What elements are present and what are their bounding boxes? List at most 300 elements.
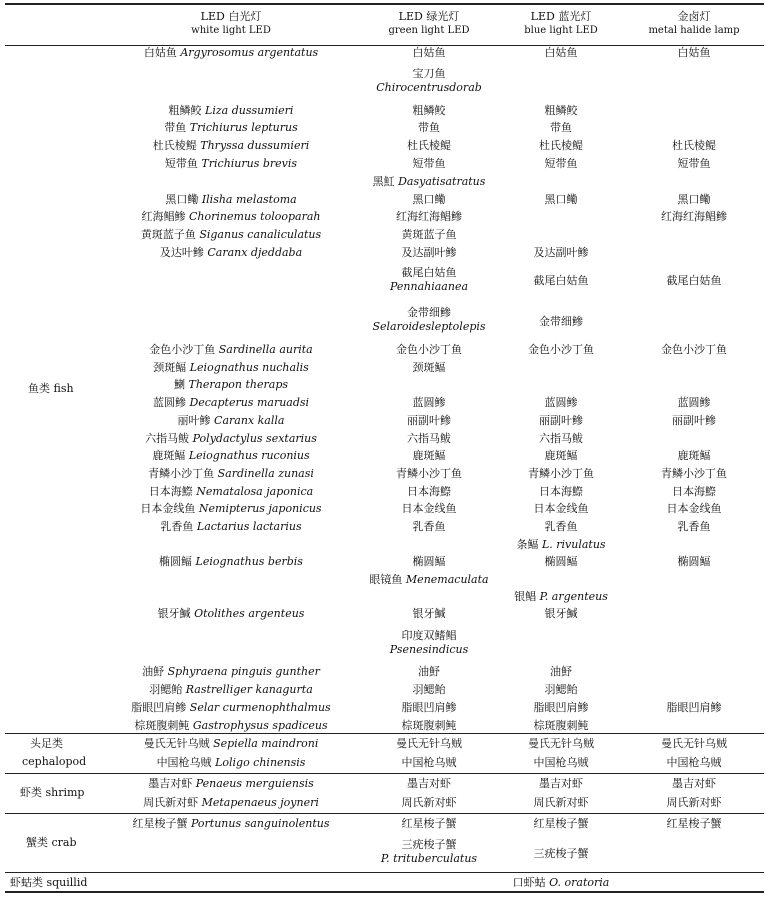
species-scientific-name: Lactarius lactarius	[196, 520, 302, 533]
species-common-name: 银牙鰔	[412, 607, 446, 620]
species-common-name: 曼氏无针乌贼	[396, 737, 462, 750]
species-common-name: 白姑鱼	[143, 46, 177, 59]
species-common-name: 鹿斑鲾	[677, 449, 711, 462]
species-common-name: 日本海鰶	[407, 485, 451, 498]
blue-species-entry	[514, 590, 608, 604]
species-common-name: 油魣	[550, 665, 572, 678]
species-common-name: 口虾蛄	[512, 876, 546, 889]
species-common-name: 粗鳞鲛	[412, 104, 446, 117]
white-species-entry	[178, 414, 285, 428]
category-cephalopod-en: cephalopod	[22, 755, 87, 768]
species-common-name: 白姑鱼	[412, 46, 446, 59]
blue-species-entry	[545, 683, 578, 697]
blue-species-entry	[534, 796, 589, 810]
green-species-entry	[413, 683, 446, 697]
metal-species-entry	[672, 139, 716, 153]
green-species-entry	[390, 266, 468, 294]
white-species-entry	[145, 432, 317, 446]
species-common-name: 丽副叶鲹	[672, 414, 716, 427]
header-metal-halide	[648, 10, 739, 38]
cephalopod-bottom-rule	[5, 773, 764, 774]
category-cephalopod-zh: 头足类	[30, 737, 63, 750]
blue-species-entry	[545, 104, 578, 118]
species-common-name: 金色小沙丁鱼	[149, 343, 216, 356]
bottom-rule	[5, 891, 764, 893]
green-species-entry	[413, 46, 446, 60]
green-species-entry	[396, 343, 462, 357]
metal-species-entry	[678, 193, 711, 207]
species-scientific-name: Thryssa dussumieri	[200, 139, 310, 152]
green-species-entry	[413, 104, 446, 118]
blue-species-entry	[545, 396, 578, 410]
white-species-entry	[153, 139, 309, 153]
white-species-entry	[157, 756, 306, 770]
species-scientific-name: Caranx djeddaba	[207, 246, 303, 259]
species-common-name: 曼氏无针乌贼	[143, 737, 210, 750]
species-common-name: 羽鳃鲐	[412, 683, 446, 696]
species-common-name: 红海红海鲳鲹	[396, 210, 462, 223]
species-scientific-name: Selar curmenophthalmus	[189, 701, 331, 714]
species-common-name: 中国枪乌贼	[156, 756, 212, 769]
species-common-name: 青鳞小沙丁鱼	[396, 467, 462, 480]
species-common-name: 丽叶鲹	[177, 414, 211, 427]
blue-species-entry	[534, 756, 589, 770]
white-species-entry	[158, 607, 305, 621]
fish-bottom-rule	[5, 733, 764, 734]
blue-species-entry	[516, 538, 605, 552]
metal-species-entry	[672, 414, 716, 428]
species-common-name: 杜氏棱鳀	[539, 139, 583, 152]
header-metal-en: metal halide lamp	[648, 25, 740, 36]
blue-species-entry	[539, 414, 583, 428]
species-common-name: 银牙鰔	[544, 607, 578, 620]
green-species-entry	[373, 175, 486, 189]
species-scientific-name: Ilisha melastoma	[201, 193, 297, 206]
species-common-name: 六指马鲅	[539, 432, 583, 445]
blue-species-entry	[513, 876, 610, 890]
species-scientific-name: Siganus canaliculatus	[199, 228, 322, 241]
metal-species-entry	[661, 467, 727, 481]
species-common-name: 金带细鲹	[407, 306, 451, 319]
header-white-en: white light LED	[191, 25, 271, 36]
white-species-entry	[164, 121, 298, 135]
blue-species-entry	[534, 701, 589, 715]
blue-species-entry	[534, 246, 589, 260]
green-species-entry	[407, 777, 451, 791]
species-scientific-name: Dasyatisatratus	[398, 175, 486, 188]
blue-species-entry	[545, 157, 578, 171]
green-species-entry	[402, 246, 457, 260]
species-common-name: 油魣	[418, 665, 440, 678]
blue-species-entry	[550, 121, 572, 135]
species-common-name: 乳香鱼	[677, 520, 711, 533]
species-common-name: 墨吉对虾	[148, 777, 193, 790]
green-species-entry	[381, 838, 477, 866]
white-species-entry	[143, 796, 319, 810]
metal-species-entry	[672, 485, 716, 499]
metal-species-entry	[678, 396, 711, 410]
species-common-name: 红星梭子蟹	[401, 817, 457, 830]
species-scientific-name: Sepiella maindroni	[213, 737, 319, 750]
species-common-name: 短带鱼	[412, 157, 446, 170]
white-species-entry	[174, 378, 288, 392]
species-common-name: 截尾白姑鱼	[666, 274, 722, 287]
species-scientific-name: Portunus sanguinolentus	[190, 817, 330, 830]
green-species-entry	[413, 555, 446, 569]
white-species-entry	[152, 449, 309, 463]
species-common-name: 羽鳃鲐	[544, 683, 578, 696]
metal-species-entry	[678, 555, 711, 569]
header-blue-led	[524, 10, 598, 38]
species-scientific-name: Sphyraena pinguis gunther	[167, 665, 320, 678]
species-common-name: 六指马鲅	[145, 432, 190, 445]
species-common-name: 中国枪乌贼	[533, 756, 589, 769]
metal-species-entry	[667, 756, 722, 770]
species-common-name: 及达副叶鲹	[533, 246, 589, 259]
species-common-name: 带鱼	[418, 121, 440, 134]
species-common-name: 日本海鰶	[672, 485, 716, 498]
metal-species-entry	[661, 343, 727, 357]
blue-species-entry	[528, 343, 594, 357]
white-species-entry	[141, 228, 321, 242]
species-common-name: 周氏新对虾	[143, 796, 199, 809]
blue-species-entry	[539, 777, 583, 791]
species-common-name: 条鲾	[516, 538, 539, 551]
green-species-entry	[402, 701, 457, 715]
white-species-entry	[160, 246, 302, 260]
blue-species-entry	[534, 274, 589, 288]
species-common-name: 带鱼	[164, 121, 187, 134]
metal-species-entry	[672, 777, 716, 791]
species-common-name: 墨吉对虾	[407, 777, 451, 790]
species-scientific-name: Leiognathus nuchalis	[189, 361, 309, 374]
green-species-entry	[407, 414, 451, 428]
species-common-name: 丽副叶鲹	[407, 414, 451, 427]
species-common-name: 乳香鱼	[412, 520, 446, 533]
species-common-name: 日本海鰶	[148, 485, 193, 498]
species-scientific-name: Argyrosomus argentatus	[180, 46, 319, 59]
species-scientific-name: Menemaculata	[405, 573, 489, 586]
metal-species-entry	[667, 817, 722, 831]
species-common-name: 银牙鰔	[157, 607, 191, 620]
species-scientific-name: Rastrelliger kanagurta	[185, 683, 313, 696]
header-rule	[5, 45, 764, 46]
species-scientific-name: O. oratoria	[549, 876, 610, 889]
species-common-name: 银鲳	[514, 590, 537, 603]
green-species-entry	[390, 629, 469, 657]
metal-species-entry	[667, 701, 722, 715]
header-blue-zh: LED 蓝光灯	[530, 10, 592, 23]
white-species-entry	[153, 361, 309, 375]
species-common-name: 椭圆鲾	[544, 555, 578, 568]
species-common-name: 金色小沙丁鱼	[396, 343, 462, 356]
species-common-name: 鹿斑鲾	[152, 449, 186, 462]
white-species-entry	[149, 485, 313, 499]
species-scientific-name: Polydactylus sextarius	[192, 432, 317, 445]
species-scientific-name: Caranx kalla	[214, 414, 285, 427]
species-common-name: 脂眼凹肩鲹	[666, 701, 722, 714]
species-common-name: 曼氏无针乌贼	[661, 737, 727, 750]
white-species-entry	[160, 520, 301, 534]
species-scientific-name: P. trituberculatus	[380, 852, 478, 865]
header-white-led	[191, 10, 271, 38]
blue-species-entry	[545, 449, 578, 463]
species-common-name: 黑口鳓	[544, 193, 578, 206]
species-common-name: 脂眼凹肩鲹	[533, 701, 589, 714]
species-scientific-name: Nemipterus japonicus	[198, 502, 322, 515]
species-common-name: 脂眼凹肩鲹	[131, 701, 187, 714]
species-common-name: 粗鳞鲛	[168, 104, 202, 117]
category-shrimp: 虾类 shrimp	[20, 786, 85, 799]
species-scientific-name: L. rivulatus	[541, 538, 606, 551]
species-common-name: 周氏新对虾	[401, 796, 457, 809]
species-scientific-name: Chorinemus tolooparah	[189, 210, 321, 223]
header-green-en: green light LED	[388, 25, 470, 36]
species-common-name: 鹿斑鲾	[544, 449, 578, 462]
green-species-entry	[402, 228, 457, 242]
species-common-name: 墨吉对虾	[672, 777, 716, 790]
header-metal-zh: 金卤灯	[677, 10, 711, 23]
green-species-entry	[369, 573, 488, 587]
green-species-entry	[413, 396, 446, 410]
species-scientific-name: Nematalosa japonica	[196, 485, 314, 498]
species-scientific-name: Leiognathus ruconius	[188, 449, 310, 462]
blue-species-entry	[539, 315, 583, 329]
species-common-name: 截尾白姑鱼	[533, 274, 589, 287]
white-species-entry	[131, 701, 330, 715]
species-common-name: 杜氏棱鳀	[152, 139, 197, 152]
species-common-name: 金色小沙丁鱼	[528, 343, 594, 356]
species-common-name: 日本海鰶	[539, 485, 583, 498]
green-species-entry	[413, 193, 446, 207]
species-common-name: 黄斑蓝子鱼	[401, 228, 457, 241]
blue-species-entry	[534, 817, 589, 831]
species-common-name: 中国枪乌贼	[401, 756, 457, 769]
species-scientific-name: Decapterus maruadsi	[189, 396, 310, 409]
green-species-entry	[376, 67, 482, 95]
species-common-name: 黑口鳓	[165, 193, 199, 206]
white-species-entry	[165, 193, 296, 207]
blue-species-entry	[528, 467, 594, 481]
blue-species-entry	[528, 737, 594, 751]
species-common-name: 油魣	[142, 665, 165, 678]
species-scientific-name: Loligo chinensis	[215, 756, 306, 769]
white-species-entry	[149, 683, 313, 697]
header-blue-en: blue light LED	[524, 25, 598, 36]
green-species-entry	[372, 306, 485, 334]
species-common-name: 周氏新对虾	[666, 796, 722, 809]
green-species-entry	[402, 502, 457, 516]
species-common-name: 红海红海鲳鲹	[661, 210, 727, 223]
category-fish: 鱼类 fish	[28, 382, 74, 395]
species-common-name: 白姑鱼	[677, 46, 711, 59]
species-common-name: 日本金线鱼	[140, 502, 196, 515]
species-scientific-name: Sardinella zunasi	[217, 467, 314, 480]
species-common-name: 黑口鳓	[412, 193, 446, 206]
species-common-name: 棕斑腹刺鲀	[401, 719, 457, 732]
species-common-name: 中国枪乌贼	[666, 756, 722, 769]
metal-species-entry	[678, 449, 711, 463]
white-species-entry	[144, 737, 319, 751]
species-scientific-name: Gastrophysus spadiceus	[192, 719, 328, 732]
metal-species-entry	[661, 737, 727, 751]
white-species-entry	[148, 777, 314, 791]
species-scientific-name: Psenesindicus	[389, 643, 469, 656]
species-scientific-name: Chirocentrusdorab	[376, 81, 482, 94]
green-species-entry	[402, 756, 457, 770]
species-common-name: 宝刀鱼	[412, 67, 446, 80]
species-common-name: 六指马鲅	[407, 432, 451, 445]
species-common-name: 青鳞小沙丁鱼	[528, 467, 594, 480]
species-common-name: 椭圆鲾	[677, 555, 711, 568]
species-scientific-name: Sardinella aurita	[218, 343, 313, 356]
species-common-name: 墨吉对虾	[539, 777, 583, 790]
species-common-name: 眼镜鱼	[369, 573, 403, 586]
species-common-name: 乳香鱼	[160, 520, 194, 533]
blue-species-entry	[545, 520, 578, 534]
species-common-name: 颈斑鲾	[412, 361, 446, 374]
species-common-name: 蓝圆鲹	[412, 396, 446, 409]
green-species-entry	[418, 121, 440, 135]
species-common-name: 鯻	[173, 378, 185, 391]
species-common-name: 杜氏棱鳀	[672, 139, 716, 152]
blue-species-entry	[534, 847, 589, 861]
species-common-name: 红星梭子蟹	[533, 817, 589, 830]
species-scientific-name: Trichiurus lepturus	[189, 121, 298, 134]
blue-species-entry	[539, 139, 583, 153]
species-common-name: 黄斑蓝子鱼	[140, 228, 196, 241]
metal-species-entry	[667, 274, 722, 288]
shrimp-bottom-rule	[5, 813, 764, 814]
species-common-name: 截尾白姑鱼	[401, 266, 457, 279]
species-common-name: 椭圆鲾	[412, 555, 446, 568]
blue-species-entry	[539, 432, 583, 446]
category-squillid: 虾蛄类 squillid	[10, 876, 88, 889]
green-species-entry	[396, 210, 462, 224]
metal-species-entry	[661, 210, 727, 224]
top-rule	[5, 3, 764, 5]
species-common-name: 及达叶鲹	[159, 246, 204, 259]
white-species-entry	[165, 157, 297, 171]
species-common-name: 周氏新对虾	[533, 796, 589, 809]
green-species-entry	[396, 737, 462, 751]
species-common-name: 蓝圆鲹	[152, 396, 186, 409]
species-common-name: 短带鱼	[677, 157, 711, 170]
species-common-name: 短带鱼	[164, 157, 198, 170]
green-species-entry	[402, 719, 457, 733]
species-common-name: 蓝圆鲹	[677, 396, 711, 409]
species-common-name: 棕斑腹刺鲀	[533, 719, 589, 732]
species-common-name: 鹿斑鲾	[412, 449, 446, 462]
species-common-name: 短带鱼	[544, 157, 578, 170]
species-scientific-name: Otolithes argenteus	[194, 607, 305, 620]
white-species-entry	[153, 396, 309, 410]
species-common-name: 粗鳞鲛	[544, 104, 578, 117]
green-species-entry	[413, 157, 446, 171]
blue-species-entry	[545, 555, 578, 569]
blue-species-entry	[545, 46, 578, 60]
header-white-zh: LED 白光灯	[200, 10, 262, 23]
white-species-entry	[159, 555, 303, 569]
green-species-entry	[413, 449, 446, 463]
white-species-entry	[142, 210, 321, 224]
header-green-zh: LED 绿光灯	[398, 10, 460, 23]
species-common-name: 印度双鳍鲳	[401, 629, 457, 642]
species-common-name: 椭圆鲾	[159, 555, 193, 568]
species-common-name: 蓝圆鲹	[544, 396, 578, 409]
species-common-name: 曼氏无针乌贼	[528, 737, 594, 750]
blue-species-entry	[534, 502, 589, 516]
green-species-entry	[402, 796, 457, 810]
species-common-name: 青鳞小沙丁鱼	[148, 467, 215, 480]
species-common-name: 黑口鳓	[677, 193, 711, 206]
species-scientific-name: Metapenaeus joyneri	[201, 796, 319, 809]
white-species-entry	[169, 104, 294, 118]
species-scientific-name: Leiognathus berbis	[195, 555, 303, 568]
crab-bottom-rule	[5, 872, 764, 873]
green-species-entry	[402, 817, 457, 831]
metal-species-entry	[678, 520, 711, 534]
species-common-name: 金色小沙丁鱼	[661, 343, 727, 356]
green-species-entry	[407, 432, 451, 446]
green-species-entry	[413, 520, 446, 534]
white-species-entry	[144, 46, 318, 60]
header-green-led	[388, 10, 469, 38]
white-species-entry	[142, 665, 320, 679]
species-common-name: 丽副叶鲹	[539, 414, 583, 427]
green-species-entry	[413, 607, 446, 621]
species-common-name: 红海鲳鲹	[141, 210, 186, 223]
species-common-name: 带鱼	[550, 121, 572, 134]
white-species-entry	[140, 502, 321, 516]
species-common-name: 颈斑鲾	[153, 361, 187, 374]
blue-species-entry	[550, 665, 572, 679]
species-common-name: 三疣梭子蟹	[533, 847, 589, 860]
blue-species-entry	[534, 719, 589, 733]
green-species-entry	[396, 467, 462, 481]
category-crab: 蟹类 crab	[26, 836, 77, 849]
species-common-name: 乳香鱼	[544, 520, 578, 533]
species-common-name: 脂眼凹肩鲹	[401, 701, 457, 714]
white-species-entry	[148, 467, 314, 481]
species-scientific-name: Penaeus merguiensis	[195, 777, 314, 790]
species-common-name: 羽鳃鲐	[149, 683, 183, 696]
metal-species-entry	[678, 46, 711, 60]
species-common-name: 棕斑腹刺鲀	[134, 719, 190, 732]
species-scientific-name: Pennahiaanea	[389, 280, 469, 293]
metal-species-entry	[678, 157, 711, 171]
species-common-name: 及达副叶鲹	[401, 246, 457, 259]
species-common-name: 白姑鱼	[544, 46, 578, 59]
species-common-name: 日本金线鱼	[401, 502, 457, 515]
blue-species-entry	[539, 485, 583, 499]
green-species-entry	[413, 361, 446, 375]
species-scientific-name: Therapon theraps	[188, 378, 289, 391]
species-common-name: 杜氏棱鳀	[407, 139, 451, 152]
species-scientific-name: Selaroidesleptolepis	[372, 320, 486, 333]
metal-species-entry	[667, 502, 722, 516]
species-scientific-name: Liza dussumieri	[205, 104, 294, 117]
green-species-entry	[407, 485, 451, 499]
species-common-name: 日本金线鱼	[666, 502, 722, 515]
species-common-name: 红星梭子蟹	[132, 817, 188, 830]
species-common-name: 红星梭子蟹	[666, 817, 722, 830]
species-common-name: 黑魟	[372, 175, 395, 188]
species-common-name: 日本金线鱼	[533, 502, 589, 515]
blue-species-entry	[545, 193, 578, 207]
green-species-entry	[407, 139, 451, 153]
white-species-entry	[132, 817, 329, 831]
